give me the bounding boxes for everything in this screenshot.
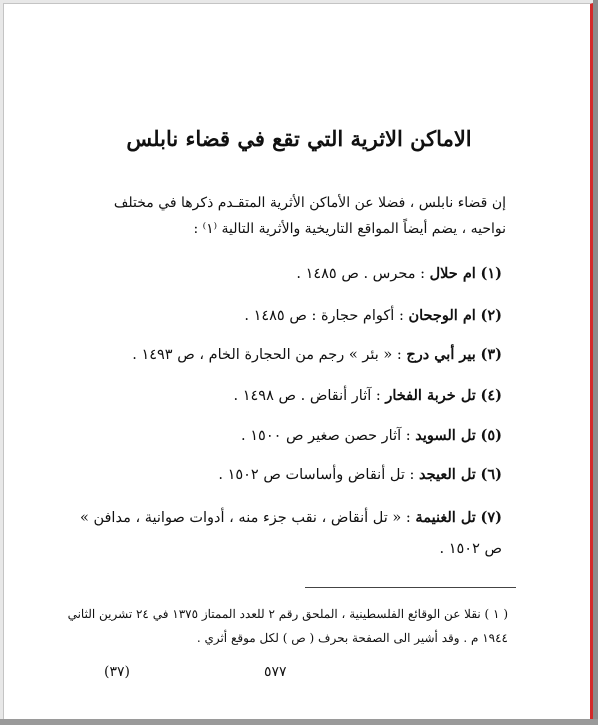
list-item xyxy=(90,466,502,483)
page-title: الاماكن الاثرية التي تقع في قضاء نابلس xyxy=(126,126,472,151)
item-number: (٢) xyxy=(480,307,502,324)
site-description: : أكوام حجارة : ص ١٤٨٥ . xyxy=(244,308,404,324)
intro-line-1: إن قضاء نابلس ، فضلا عن الأماكن الأثرية المتقـدم ذكرها في مختلف xyxy=(113,195,506,211)
site-name: بير أبي درج xyxy=(406,346,476,363)
site-description: : آثار حصن صغير ص ١٥٠٠ . xyxy=(241,428,411,444)
footnote xyxy=(67,602,508,650)
intro-paragraph xyxy=(66,190,506,242)
item-number: (٣) xyxy=(480,346,502,363)
item-number: (٤) xyxy=(480,387,502,404)
footnote-divider xyxy=(305,587,516,588)
site-name: تل العيجد xyxy=(418,466,476,483)
site-name: ام حلال xyxy=(429,265,476,282)
list-item xyxy=(90,265,502,282)
intro-line-2: نواحيه ، يضم أيضاً المواقع التاريخية والأثرية التالية ⁽١⁾ : xyxy=(193,221,506,237)
site-description: : تل أنقاض وأساسات ص ١٥٠٢ . xyxy=(218,467,415,483)
page-number: ٥٧٧ xyxy=(264,664,287,680)
list-item xyxy=(90,346,502,363)
item-number: (١) xyxy=(480,265,502,282)
list-item xyxy=(90,387,502,404)
page-shadow-bottom xyxy=(0,719,598,725)
item-7-continuation: ص ١٥٠٢ . xyxy=(439,541,502,557)
site-name: تل خربة الفخار xyxy=(385,387,476,404)
site-description: : « تل أنقاض ، نقب جزء منه ، أدوات صوانية ، مدافن » xyxy=(79,510,411,526)
site-description: : « بئر » رجم من الحجارة الخام ، ص ١٤٩٣ . xyxy=(132,347,402,363)
list-item xyxy=(79,509,502,526)
footnote-line-1: ( ١ ) نقلا عن الوقائع الفلسطينية ، الملحق رقم ٢ للعدد الممتاز ١٣٧٥ في ٢٤ تشرين الثاني xyxy=(67,607,508,621)
page-shadow-right xyxy=(593,0,598,725)
site-name: تل السويد xyxy=(415,427,476,444)
section-page-number: (٣٧) xyxy=(104,664,130,680)
site-description: : محرس . ص ١٤٨٥ . xyxy=(296,266,426,282)
item-number: (٧) xyxy=(480,509,502,526)
site-name: ام الوجحان xyxy=(408,307,476,324)
item-number: (٦) xyxy=(480,466,502,483)
footnote-line-2: ١٩٤٤ م . وقد أشير الى الصفحة بحرف ( ص ) لكل موقع أثري . xyxy=(196,631,508,645)
item-number: (٥) xyxy=(480,427,502,444)
list-item xyxy=(90,427,502,444)
list-item xyxy=(90,307,502,324)
site-description: : آثار أنقاض . ص ١٤٩٨ . xyxy=(233,388,381,404)
site-name: تل الغنيمة xyxy=(415,509,476,526)
